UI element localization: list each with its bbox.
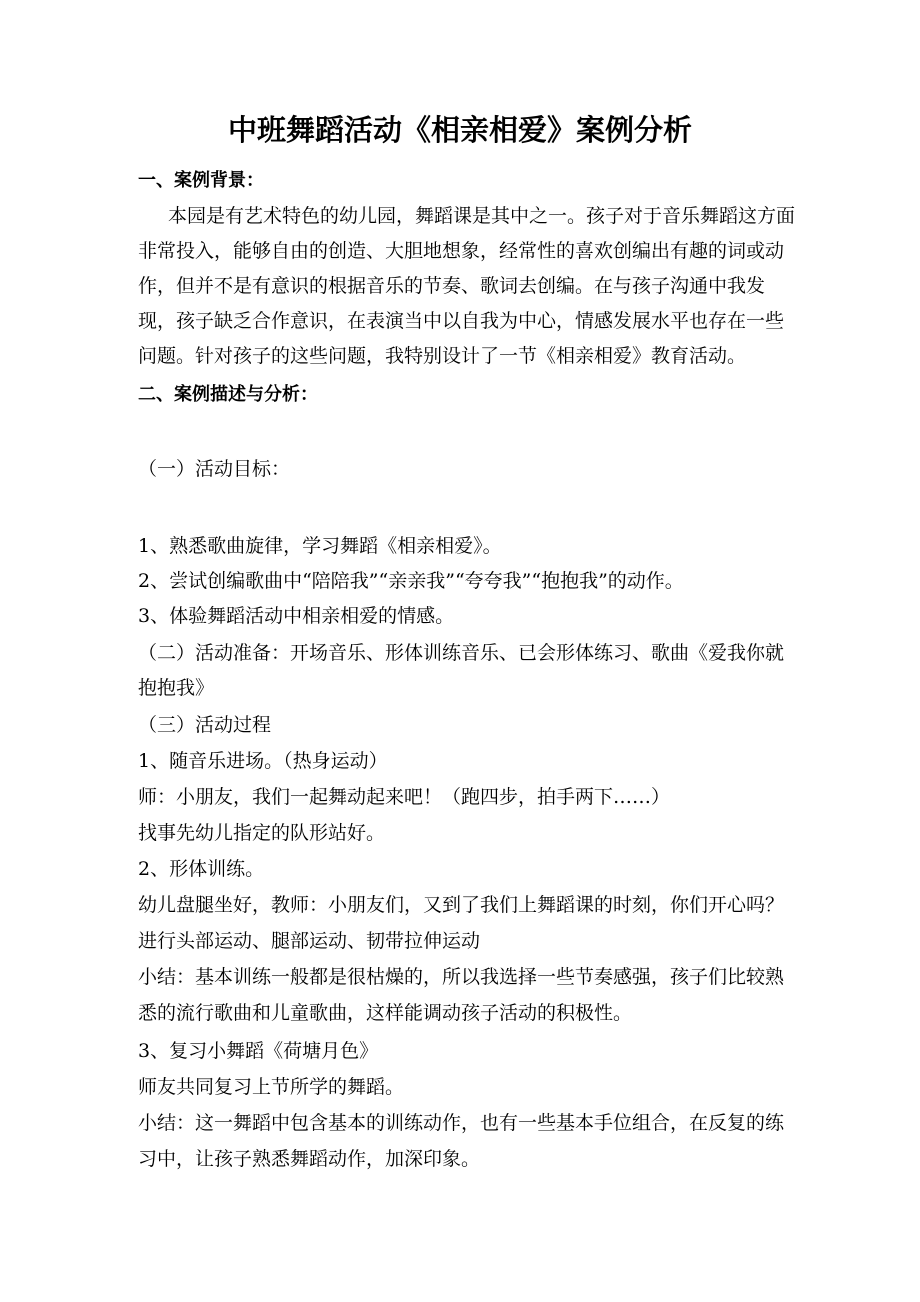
paragraph-line: 小结：这一舞蹈中包含基本的训练动作，也有一些基本手位组合，在反复的练 <box>138 1112 785 1134</box>
paragraph-line: 问题。针对孩子的这些问题，我特别设计了一节《相亲相爱》教育活动。 <box>138 345 747 367</box>
paragraph-line: 师：小朋友，我们一起舞动起来吧！（跑四步，拍手两下……） <box>138 786 671 808</box>
paragraph-line: 习中，让孩子熟悉舞蹈动作，加深印象。 <box>138 1148 481 1170</box>
paragraph-line: 作，但并不是有意识的根据音乐的节奏、歌词去创编。在与孩子沟通中我发 <box>138 275 766 297</box>
paragraph-line: 非常投入，能够自由的创造、大胆地想象，经常性的喜欢创编出有趣的词或动 <box>138 240 785 262</box>
paragraph-line: 2、尝试创编歌曲中“陪陪我”“亲亲我”“夸夸我”“抱抱我”的动作。 <box>138 570 684 592</box>
paragraph-line: 悉的流行歌曲和儿童歌曲，这样能调动孩子活动的积极性。 <box>138 1002 633 1024</box>
subsection-heading: （一）活动目标： <box>138 458 291 480</box>
section-heading-description: 二、案例描述与分析： <box>138 384 318 405</box>
paragraph-line: 1、随音乐进场。（热身运动） <box>138 750 388 772</box>
paragraph-line: 2、形体训练。 <box>138 858 265 880</box>
paragraph-line: （二）活动准备：开场音乐、形体训练音乐、已会形体练习、歌曲《爱我你就 <box>138 642 785 664</box>
paragraph-line: 师友共同复习上节所学的舞蹈。 <box>138 1076 405 1098</box>
paragraph-line: 小结：基本训练一般都是很枯燥的，所以我选择一些节奏感强，孩子们比较熟 <box>138 966 785 988</box>
paragraph-line: 幼儿盘腿坐好，教师：小朋友们，又到了我们上舞蹈课的时刻，你们开心吗？ <box>138 894 785 916</box>
paragraph-line: 抱抱我》 <box>138 677 215 699</box>
paragraph-line: 进行头部运动、腿部运动、韧带拉伸运动 <box>138 930 481 952</box>
paragraph-line: 找事先幼儿指定的队形站好。 <box>138 822 386 844</box>
document-title: 中班舞蹈活动《相亲相爱》案例分析 <box>227 113 692 147</box>
subsection-heading: （三）活动过程 <box>138 714 272 736</box>
paragraph-line: 3、体验舞蹈活动中相亲相爱的情感。 <box>138 605 455 627</box>
section-heading-background: 一、案例背景： <box>138 170 264 191</box>
paragraph-line: 本园是有艺术特色的幼儿园，舞蹈课是其中之一。孩子对于音乐舞蹈这方面 <box>168 205 796 227</box>
paragraph-line: 1、熟悉歌曲旋律，学习舞蹈《相亲相爱》。 <box>138 535 502 557</box>
paragraph-line: 3、复习小舞蹈《荷塘月色》 <box>138 1040 379 1062</box>
paragraph-line: 现，孩子缺乏合作意识，在表演当中以自我为中心，情感发展水平也存在一些 <box>138 310 785 332</box>
